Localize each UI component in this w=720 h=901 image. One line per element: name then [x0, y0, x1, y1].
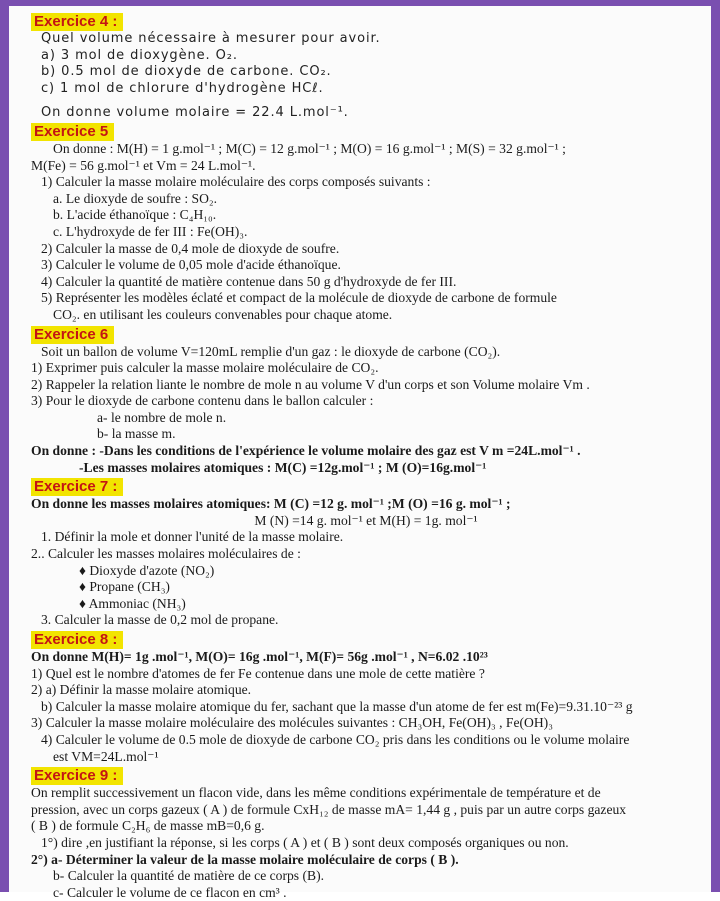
ex5-line-4: b. L'acide éthanoïque : C₄H₁₀.	[53, 207, 217, 223]
ex9-line-6: c- Calculer le volume de ce flacon en cm³ .	[53, 884, 287, 900]
ex7-line-5: ♦ Propane (CH₃)	[79, 579, 170, 595]
ex7-line-0: On donne les masses molaires atomiques: M (C) =12 g. mol⁻¹ ;M (O) =16 g. mol⁻¹ ;	[31, 496, 511, 512]
ex5-line-9: 5) Représenter les modèles éclaté et compact de la molécule de dioxyde de carbone de formule	[41, 290, 557, 306]
ex4-line-2: b) 0.5 mol de dioxyde de carbone. CO₂.	[41, 64, 332, 80]
exercise-9	[31, 765, 701, 901]
ex9-line-4: 2°) a- Déterminer la valeur de la masse molaire moléculaire de corps ( B ).	[31, 851, 459, 867]
exercise-5	[31, 122, 701, 324]
ex6-line-1: 1) Exprimer puis calculer la masse molaire moléculaire de CO₂.	[31, 360, 379, 376]
ex5-line-10: CO₂. en utilisant les couleurs convenables pour chaque atome.	[53, 306, 393, 322]
ex8-line-4: 3) Calculer la masse molaire moléculaire des molécules suivantes : CH₃OH, Fe(OH)₃ , Fe(OH)₃	[31, 715, 553, 731]
exercise-7-title: Exercice 7 :	[31, 478, 123, 496]
ex8-line-6: est VM=24L.mol⁻¹	[53, 748, 159, 764]
exercise-7	[31, 476, 701, 629]
exercise-4-title: Exercice 4 :	[31, 13, 123, 31]
exercise-9-title: Exercice 9 :	[31, 767, 123, 785]
ex7-line-3: 2.. Calculer les masses molaires moléculaires de :	[31, 546, 301, 562]
ex9-line-3: 1°) dire ,en justifiant la réponse, si les corps ( A ) et ( B ) sont deux composés organiques ou non.	[41, 834, 569, 850]
ex5-line-2: 1) Calculer la masse molaire moléculaire des corps composés suivants :	[41, 174, 431, 190]
ex7-line-1: M (N) =14 g. mol⁻¹ et M(H) = 1g. mol⁻¹	[254, 512, 478, 528]
ex8-line-0: On donne M(H)= 1g .mol⁻¹, M(O)= 16g .mol⁻¹, M(F)= 56g .mol⁻¹ , N=6.02 .10²³	[31, 649, 488, 664]
ex9-line-2: ( B ) de formule C₂H₆ de masse mB=0,6 g.	[31, 818, 265, 834]
ex6-line-5: b- la masse m.	[97, 426, 176, 442]
exercise-6	[31, 324, 701, 477]
ex9-line-1: pression, avec un corps gazeux ( A ) de formule CxH₁₂ de masse mA= 1,44 g , puis par un autre corps gazeux	[31, 801, 627, 817]
ex6-line-0: Soit un ballon de volume V=120mL remplie d'un gaz : le dioxyde de carbone (CO₂).	[41, 343, 501, 359]
ex5-line-8: 4) Calculer la quantité de matière contenue dans 50 g d'hydroxyde de fer III.	[41, 273, 457, 289]
ex5-line-0: On donne : M(H) = 1 g.mol⁻¹ ; M(C) = 12 g.mol⁻¹ ; M(O) = 16 g.mol⁻¹ ; M(S) = 32 g.mol⁻¹ ;	[53, 140, 566, 156]
ex8-line-3: b) Calculer la masse molaire atomique du fer, sachant que la masse d'un atome de fer est m(Fe)=9.31.10⁻²³ g	[41, 698, 633, 714]
ex9-line-5: b- Calculer la quantité de matière de ce corps (B).	[53, 868, 324, 884]
exercise-6-title: Exercice 6	[31, 326, 114, 344]
exercise-4	[31, 12, 701, 122]
ex7-line-2: 1. Définir la mole et donner l'unité de la masse molaire.	[41, 529, 344, 545]
ex7-line-4: ♦ Dioxyde d'azote (NO₂)	[79, 562, 215, 578]
ex8-line-1: 1) Quel est le nombre d'atomes de fer Fe contenue dans une mole de cette matière ?	[31, 665, 485, 681]
ex9-line-0: On remplit successivement un flacon vide, dans les même conditions expérimentale de température et de	[31, 785, 601, 801]
ex4-line-0: Quel volume nécessaire à mesurer pour avoir.	[41, 31, 381, 46]
ex6-line-6: On donne : -Dans les conditions de l'expérience le volume molaire des gaz est V m =24L.mol⁻¹ .	[31, 443, 581, 459]
ex6-line-3: 3) Pour le dioxyde de carbone contenu dans le ballon calculer :	[31, 393, 374, 409]
ex5-line-1: M(Fe) = 56 g.mol⁻¹ et Vm = 24 L.mol⁻¹.	[31, 157, 256, 173]
ex5-line-5: c. L'hydroxyde de fer III : Fe(OH)₃.	[53, 223, 248, 239]
ex5-line-6: 2) Calculer la masse de 0,4 mole de dioxyde de soufre.	[41, 240, 340, 256]
ex4-line-3: c) 1 mol de chlorure d'hydrogène HCℓ.	[41, 80, 324, 96]
ex5-line-7: 3) Calculer le volume de 0,05 mole d'acide éthanoïque.	[41, 257, 341, 273]
ex6-line-4: a- le nombre de mole n.	[97, 409, 227, 425]
ex6-line-7: -Les masses molaires atomiques : M(C) =12g.mol⁻¹ ; M (O)=16g.mol⁻¹	[79, 459, 487, 475]
worksheet-content	[31, 12, 701, 900]
exercise-8	[31, 629, 701, 765]
ex6-line-2: 2) Rappeler la relation liante le nombre de mole n au volume V d'un corps et son Volume molaire Vm .	[31, 376, 590, 392]
ex7-line-7: 3. Calculer la masse de 0,2 mol de propane.	[41, 612, 279, 628]
ex8-line-5: 4) Calculer le volume de 0.5 mole de dioxyde de carbone CO₂ pris dans les conditions ou le volume molaire	[41, 731, 630, 747]
ex4-line-4: On donne volume molaire = 22.4 L.mol⁻¹.	[41, 105, 349, 121]
exercise-8-title: Exercice 8 :	[31, 631, 123, 649]
ex8-line-2: 2) a) Définir la masse molaire atomique.	[31, 682, 252, 698]
ex7-line-6: ♦ Ammoniac (NH₃)	[79, 595, 186, 611]
ex4-line-1: a) 3 mol de dioxygène. O₂.	[41, 47, 238, 63]
ex5-line-3: a. Le dioxyde de soufre : SO₂.	[53, 190, 218, 206]
exercise-5-title: Exercice 5	[31, 123, 114, 141]
